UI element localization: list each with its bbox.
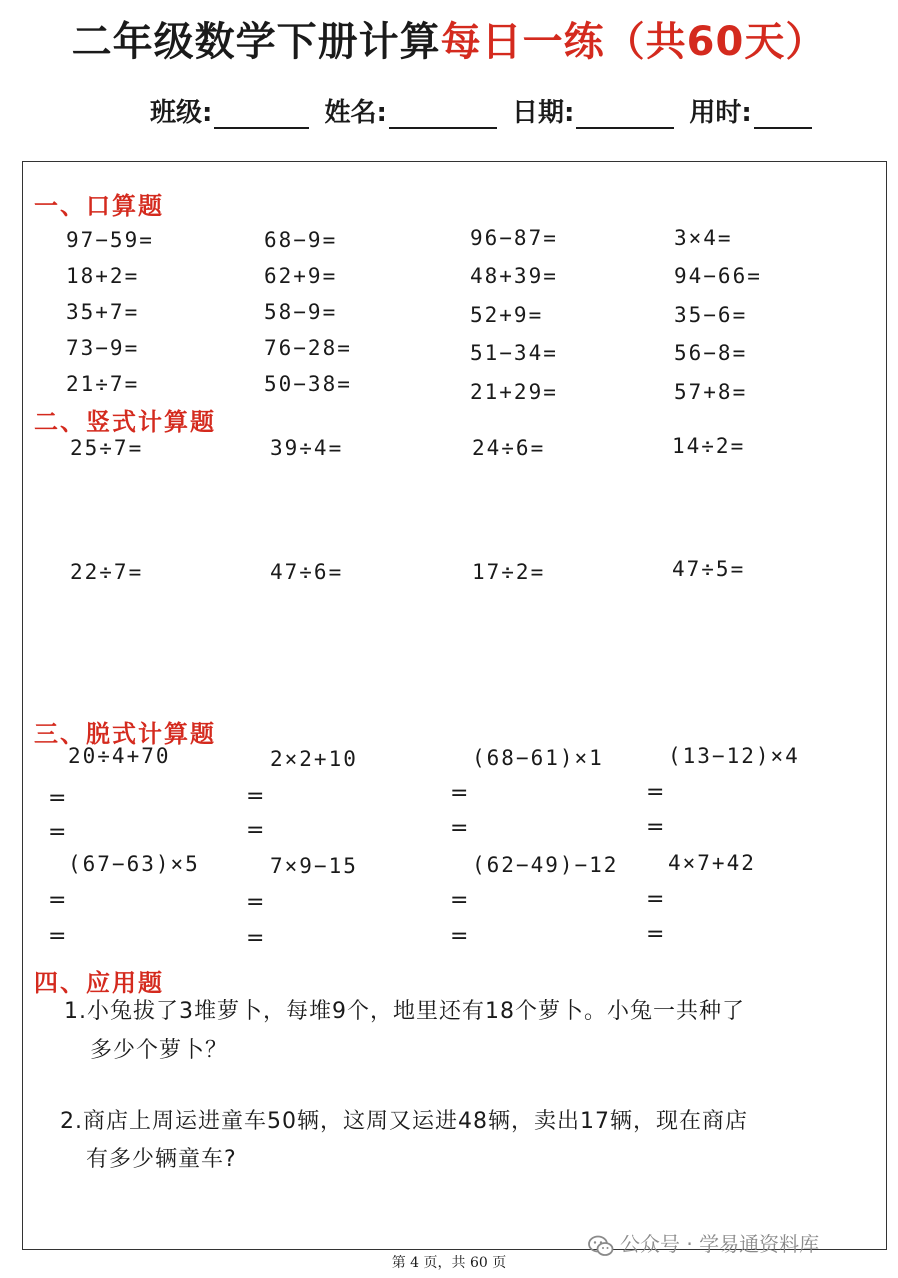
oral-problem: 97−59= <box>66 228 154 252</box>
date-field[interactable] <box>512 92 674 129</box>
name-label: 姓名: <box>324 98 387 128</box>
oral-problem: 48+39= <box>470 264 558 288</box>
stepwise-problem: (13−12)×4 <box>668 744 800 768</box>
oral-problem: 57+8= <box>674 380 748 404</box>
answer-equals: = <box>450 888 469 913</box>
vertical-problem: 39÷4= <box>270 436 344 460</box>
word-problem-1-line1: 1.小兔拔了3堆萝卜，每堆9个，地里还有18个萝卜。小兔一共种了 <box>64 999 745 1024</box>
stepwise-problem: (68−61)×1 <box>472 746 604 770</box>
answer-equals: = <box>646 887 665 912</box>
answer-equals: = <box>48 786 67 811</box>
answer-equals: = <box>48 924 67 949</box>
title-highlight: 每日一练（共60天） <box>440 19 827 65</box>
oral-problem: 56−8= <box>674 341 748 365</box>
word-problem-1-line2: 多少个萝卜？ <box>90 1038 229 1063</box>
answer-equals: = <box>450 816 469 841</box>
answer-equals: = <box>646 922 665 947</box>
vertical-problem: 22÷7= <box>70 560 144 584</box>
stepwise-problem: (67−63)×5 <box>68 852 200 876</box>
oral-problem: 62+9= <box>264 264 338 288</box>
oral-problem: 52+9= <box>470 303 544 327</box>
word-problem-2-line2: 有多少辆童车? <box>86 1147 237 1172</box>
date-label: 日期: <box>511 98 575 128</box>
stepwise-problem: 4×7+42 <box>668 851 756 875</box>
vertical-problem: 47÷6= <box>270 560 344 584</box>
section-oral-heading: 一、口算题 <box>34 192 164 220</box>
vertical-problem: 14÷2= <box>672 434 746 458</box>
word-problem-2-line1: 2.商店上周运进童车50辆，这周又运进48辆，卖出17辆，现在商店 <box>60 1109 748 1134</box>
answer-equals: = <box>646 780 665 805</box>
answer-equals: = <box>246 784 265 809</box>
class-field[interactable] <box>150 92 309 129</box>
title-main: 二年级数学下册计算 <box>71 19 441 65</box>
oral-problem: 21÷7= <box>66 372 140 396</box>
date-blank[interactable] <box>576 101 674 129</box>
oral-problem: 51−34= <box>470 341 558 365</box>
oral-problem: 35−6= <box>674 303 748 327</box>
answer-equals: = <box>246 818 265 843</box>
section-word-heading: 四、应用题 <box>34 969 164 997</box>
student-info-row <box>150 92 818 129</box>
oral-problem: 3×4= <box>674 226 733 250</box>
answer-equals: = <box>246 890 265 915</box>
section-vertical-heading: 二、竖式计算题 <box>34 408 216 436</box>
page-number: 第 4 页，共 60 页 <box>391 1255 507 1271</box>
oral-problem: 35+7= <box>66 300 140 324</box>
watermark-text: 公众号 · 学易通资料库 <box>620 1232 820 1256</box>
worksheet-frame <box>22 161 887 1250</box>
vertical-problem: 25÷7= <box>70 436 144 460</box>
oral-problem: 21+29= <box>470 380 558 404</box>
name-blank[interactable] <box>389 101 497 129</box>
answer-equals: = <box>646 815 665 840</box>
oral-problem: 50−38= <box>264 372 352 396</box>
stepwise-problem: 7×9−15 <box>270 854 358 878</box>
oral-problem: 73−9= <box>66 336 140 360</box>
class-blank[interactable] <box>214 101 309 129</box>
oral-problem: 76−28= <box>264 336 352 360</box>
oral-problem: 58−9= <box>264 300 338 324</box>
stepwise-problem: 20÷4+70 <box>68 744 171 768</box>
time-label: 用时: <box>689 98 752 128</box>
oral-problem: 68−9= <box>264 228 338 252</box>
oral-problem: 96−87= <box>470 226 558 250</box>
answer-equals: = <box>246 926 265 951</box>
answer-equals: = <box>450 781 469 806</box>
answer-equals: = <box>48 820 67 845</box>
oral-problem: 18+2= <box>66 264 140 288</box>
section-stepwise-heading: 三、脱式计算题 <box>34 720 216 748</box>
oral-problem: 94−66= <box>674 264 762 288</box>
name-field[interactable] <box>324 92 496 129</box>
class-label: 班级: <box>150 98 213 128</box>
time-blank[interactable] <box>754 101 812 129</box>
page-title <box>0 10 898 67</box>
vertical-problem: 47÷5= <box>672 557 746 581</box>
answer-equals: = <box>450 924 469 949</box>
time-field[interactable] <box>689 92 811 129</box>
stepwise-problem: 2×2+10 <box>270 747 358 771</box>
stepwise-problem: (62−49)−12 <box>472 853 619 877</box>
vertical-problem: 24÷6= <box>472 436 546 460</box>
answer-equals: = <box>48 888 67 913</box>
vertical-problem: 17÷2= <box>472 560 546 584</box>
